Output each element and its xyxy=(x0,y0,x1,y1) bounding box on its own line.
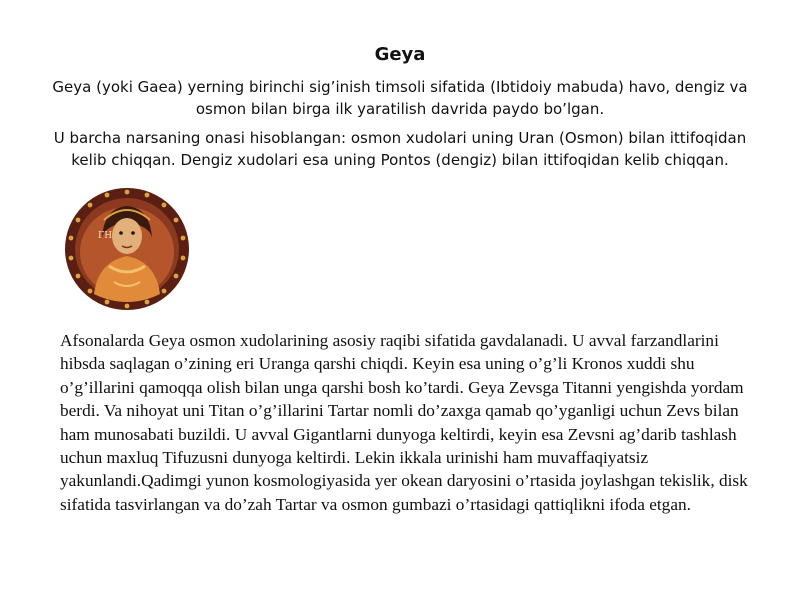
mother-paragraph: U barcha narsaning onasi hisoblangan: osmon xudolari uning Uran (Osmon) bilan ittifoqidan kelib chiqqan. Dengiz xudolari esa uning Pontos (dengiz) bilan ittifoqidan kelib chiqqan. xyxy=(53,129,747,169)
intro-paragraph: Geya (yoki Gaea) yerning birinchi sig’inish timsoli sifatida (Ibtidoiy mabuda) havo, dengiz va osmon bilan birga ilk yaratilish davrida paydo bo’lgan. xyxy=(52,78,748,118)
body-paragraph: Afsonalarda Geya osmon xudolarining asosiy raqibi sifatida gavdalanadi. U avval farzandlarini hibsda saqlagan o’zining eri Uranga qarshi chiqdi. Keyin esa uning o’g’li Kronos xuddi shu o’g’illarini qamoqqa olish bilan unga qarshi bosh ko’tardi. Geya Zevsga Titanni yengishda yordam berdi. Va nihoyat uni Titan o’g’illarini Tartar nomli do’zaxga qamab qo’yganligi uchun Zevs bilan ham munosabati buzildi. U avval Gigantlarni dunyoga keltirdi, keyin esa Zevsni ag’darib tashlash uchun maxluq Tifuzusni dunyoga keltirdi. Lekin ikkala urinishi ham muvaffaqiyatsiz yakunlandi.Qadimgi yunon kosmologiyasida yer okean daryosini o’rtasida joylashgan tekislik, disk sifatida tasvirlangan va do’zah Tartar va osmon gumbazi o’rtasidagi qattiqlikni ifoda etgan. xyxy=(60,331,748,514)
page-title: Geya xyxy=(374,44,426,65)
medallion-inscription: ΓΗ xyxy=(98,231,113,241)
gaia-medallion-image xyxy=(64,186,190,312)
